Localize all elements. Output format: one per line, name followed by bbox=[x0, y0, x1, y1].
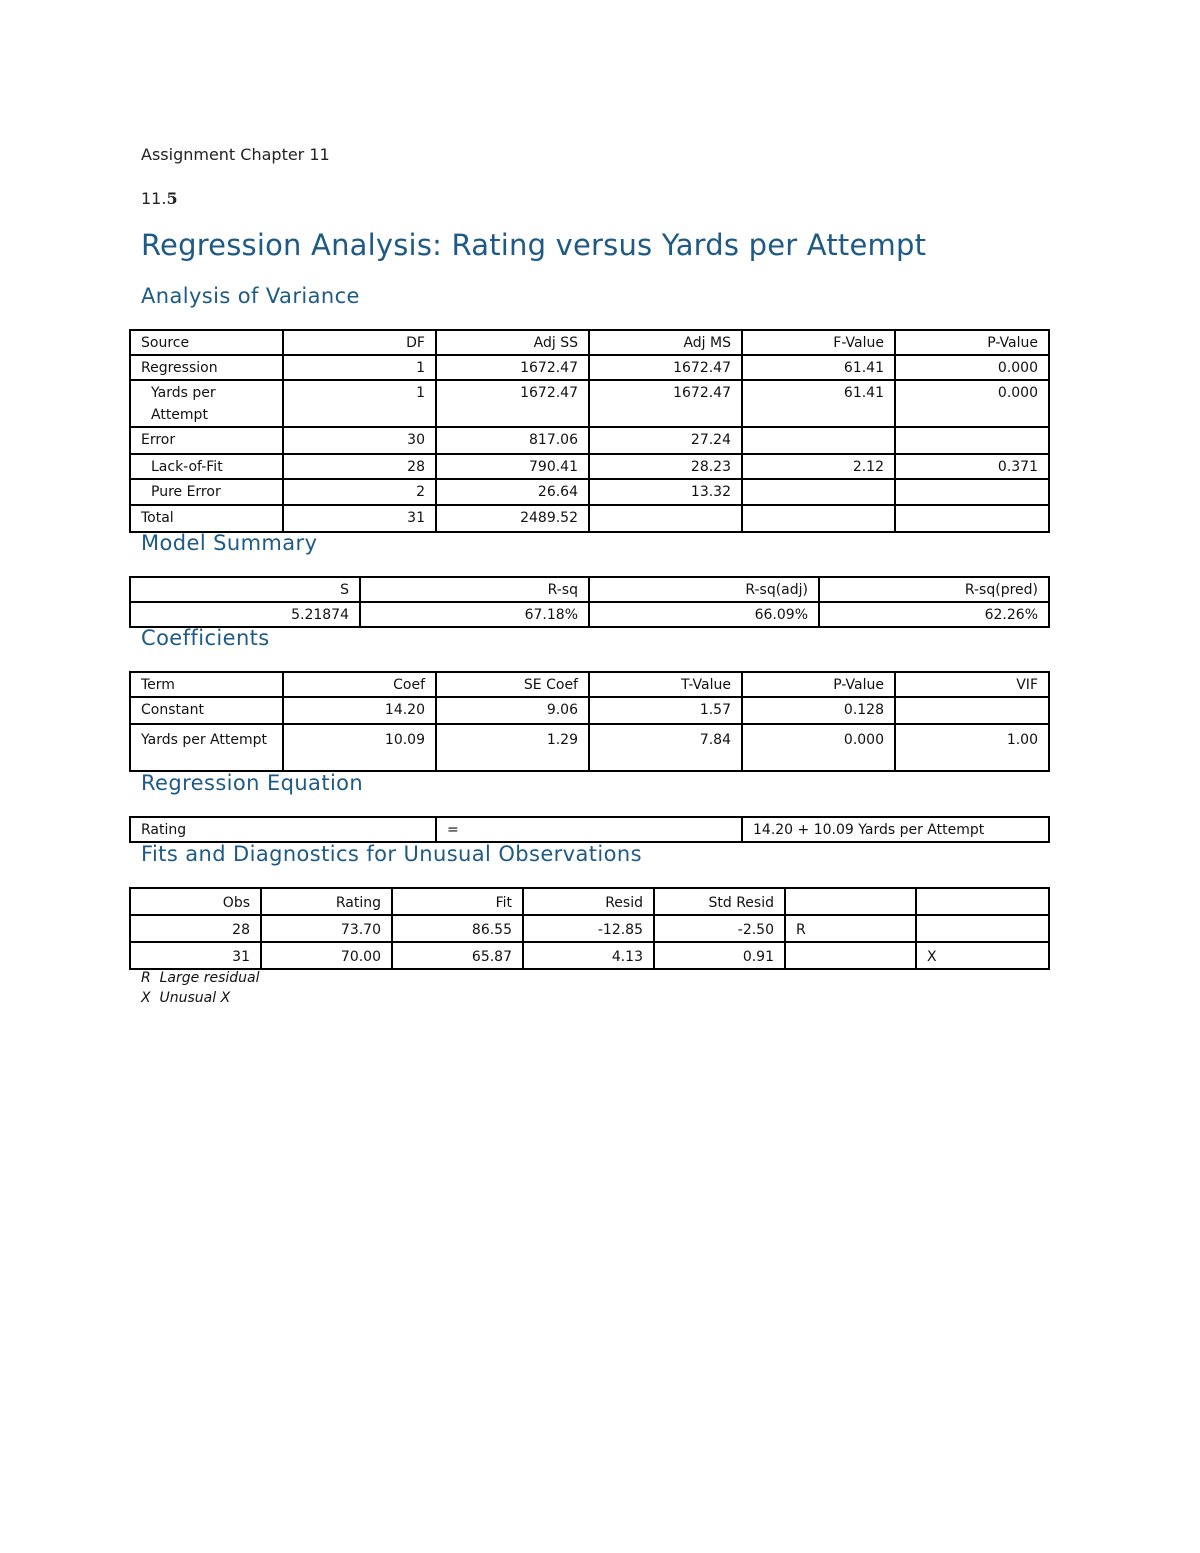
table-cell: 5.21874 bbox=[130, 602, 360, 627]
table-cell: 7.84 bbox=[589, 724, 742, 771]
table-cell: 28 bbox=[130, 915, 261, 942]
column-header bbox=[785, 888, 916, 915]
table-cell: 10.09 bbox=[283, 724, 436, 771]
table-cell: 0.91 bbox=[654, 942, 785, 969]
table-cell: 0.000 bbox=[895, 380, 1049, 427]
table-row bbox=[130, 697, 1049, 724]
table-cell bbox=[785, 942, 916, 969]
table-cell: Pure Error bbox=[130, 479, 283, 505]
table-row bbox=[130, 427, 1049, 454]
footnote-unusual-x: X Unusual X bbox=[141, 990, 231, 1006]
table-cell: 2.12 bbox=[742, 454, 895, 479]
coefficients-table bbox=[129, 671, 1050, 772]
table-cell: 1672.47 bbox=[436, 355, 589, 380]
table-header-row bbox=[130, 672, 1049, 697]
table-cell: 1.57 bbox=[589, 697, 742, 724]
footnote-large-residual: R Large residual bbox=[141, 970, 260, 986]
table-cell: 1.00 bbox=[895, 724, 1049, 771]
table-cell: 27.24 bbox=[589, 427, 742, 454]
table-cell: 14.20 bbox=[283, 697, 436, 724]
table-cell: 1 bbox=[283, 380, 436, 427]
table-cell: 0.128 bbox=[742, 697, 895, 724]
table-cell: 61.41 bbox=[742, 380, 895, 427]
equation-lhs: Rating bbox=[130, 817, 436, 842]
table-cell: 1672.47 bbox=[589, 355, 742, 380]
coefficients-heading: Coefficients bbox=[141, 626, 270, 650]
column-header bbox=[916, 888, 1049, 915]
table-cell bbox=[895, 697, 1049, 724]
table-cell: 790.41 bbox=[436, 454, 589, 479]
table-cell bbox=[895, 505, 1049, 532]
table-cell: Error bbox=[130, 427, 283, 454]
column-header: DF bbox=[283, 330, 436, 355]
column-header: F-Value bbox=[742, 330, 895, 355]
table-cell: 66.09% bbox=[589, 602, 819, 627]
column-header: Adj SS bbox=[436, 330, 589, 355]
table-cell: 2489.52 bbox=[436, 505, 589, 532]
column-header: T-Value bbox=[589, 672, 742, 697]
table-cell: 2 bbox=[283, 479, 436, 505]
table-cell bbox=[742, 505, 895, 532]
anova-table bbox=[129, 329, 1050, 533]
column-header: SE Coef bbox=[436, 672, 589, 697]
table-cell: Regression bbox=[130, 355, 283, 380]
table-cell: 31 bbox=[283, 505, 436, 532]
column-header: Source bbox=[130, 330, 283, 355]
table-cell: R bbox=[785, 915, 916, 942]
table-cell: 13.32 bbox=[589, 479, 742, 505]
model-summary-heading: Model Summary bbox=[141, 531, 318, 555]
equation-sign: = bbox=[436, 817, 742, 842]
column-header: Adj MS bbox=[589, 330, 742, 355]
table-cell: 30 bbox=[283, 427, 436, 454]
column-header: R-sq(pred) bbox=[819, 577, 1049, 602]
column-header: Std Resid bbox=[654, 888, 785, 915]
table-cell: 28 bbox=[283, 454, 436, 479]
column-header: P-Value bbox=[742, 672, 895, 697]
equation-rhs: 14.20 + 10.09 Yards per Attempt bbox=[742, 817, 1049, 842]
table-row bbox=[130, 454, 1049, 479]
equation-table bbox=[129, 816, 1050, 843]
column-header: Fit bbox=[392, 888, 523, 915]
table-cell: -12.85 bbox=[523, 915, 654, 942]
column-header: Coef bbox=[283, 672, 436, 697]
table-row bbox=[130, 355, 1049, 380]
problem-prefix: 11. bbox=[141, 189, 167, 208]
table-cell: 26.64 bbox=[436, 479, 589, 505]
table-cell: 61.41 bbox=[742, 355, 895, 380]
table-cell: 0.000 bbox=[895, 355, 1049, 380]
problem-suffix: 5 bbox=[166, 189, 178, 208]
table-cell: 1.29 bbox=[436, 724, 589, 771]
column-header: Term bbox=[130, 672, 283, 697]
column-header: Resid bbox=[523, 888, 654, 915]
table-cell: 70.00 bbox=[261, 942, 392, 969]
column-header: P-Value bbox=[895, 330, 1049, 355]
table-row bbox=[130, 915, 1049, 942]
table-cell bbox=[895, 479, 1049, 505]
table-cell: 67.18% bbox=[360, 602, 589, 627]
table-cell: 31 bbox=[130, 942, 261, 969]
table-cell: X bbox=[916, 942, 1049, 969]
table-cell: 65.87 bbox=[392, 942, 523, 969]
table-cell bbox=[916, 915, 1049, 942]
table-cell: Constant bbox=[130, 697, 283, 724]
table-cell: 28.23 bbox=[589, 454, 742, 479]
table-cell: 4.13 bbox=[523, 942, 654, 969]
table-cell: Lack-of-Fit bbox=[130, 454, 283, 479]
table-row bbox=[130, 479, 1049, 505]
table-row bbox=[130, 724, 1049, 771]
table-cell bbox=[895, 427, 1049, 454]
table-header-row bbox=[130, 888, 1049, 915]
table-row bbox=[130, 602, 1049, 627]
table-cell: 817.06 bbox=[436, 427, 589, 454]
column-header: S bbox=[130, 577, 360, 602]
table-cell: 62.26% bbox=[819, 602, 1049, 627]
table-header-row bbox=[130, 330, 1049, 355]
anova-heading: Analysis of Variance bbox=[141, 284, 360, 308]
model-summary-table bbox=[129, 576, 1050, 628]
page-title: Regression Analysis: Rating versus Yards per Attempt bbox=[141, 228, 927, 262]
equation-heading: Regression Equation bbox=[141, 771, 364, 795]
table-cell bbox=[589, 505, 742, 532]
table-cell: 9.06 bbox=[436, 697, 589, 724]
table-cell: 86.55 bbox=[392, 915, 523, 942]
column-header: VIF bbox=[895, 672, 1049, 697]
table-row bbox=[130, 942, 1049, 969]
problem-number bbox=[141, 189, 178, 208]
column-header: Obs bbox=[130, 888, 261, 915]
table-row bbox=[130, 380, 1049, 427]
column-header: R-sq bbox=[360, 577, 589, 602]
table-row bbox=[130, 817, 1049, 842]
table-cell: 1672.47 bbox=[589, 380, 742, 427]
unusual-table bbox=[129, 887, 1050, 970]
table-cell bbox=[742, 427, 895, 454]
table-cell: Total bbox=[130, 505, 283, 532]
column-header: R-sq(adj) bbox=[589, 577, 819, 602]
table-cell: 1 bbox=[283, 355, 436, 380]
table-cell: 1672.47 bbox=[436, 380, 589, 427]
table-cell: Yards per Attempt bbox=[130, 380, 283, 427]
assignment-label: Assignment Chapter 11 bbox=[141, 145, 330, 164]
table-cell: -2.50 bbox=[654, 915, 785, 942]
table-row bbox=[130, 505, 1049, 532]
table-header-row bbox=[130, 577, 1049, 602]
table-cell bbox=[742, 479, 895, 505]
table-cell: 0.371 bbox=[895, 454, 1049, 479]
table-cell: Yards per Attempt bbox=[130, 724, 283, 771]
table-cell: 0.000 bbox=[742, 724, 895, 771]
column-header: Rating bbox=[261, 888, 392, 915]
unusual-heading: Fits and Diagnostics for Unusual Observations bbox=[141, 842, 642, 866]
table-cell: 73.70 bbox=[261, 915, 392, 942]
